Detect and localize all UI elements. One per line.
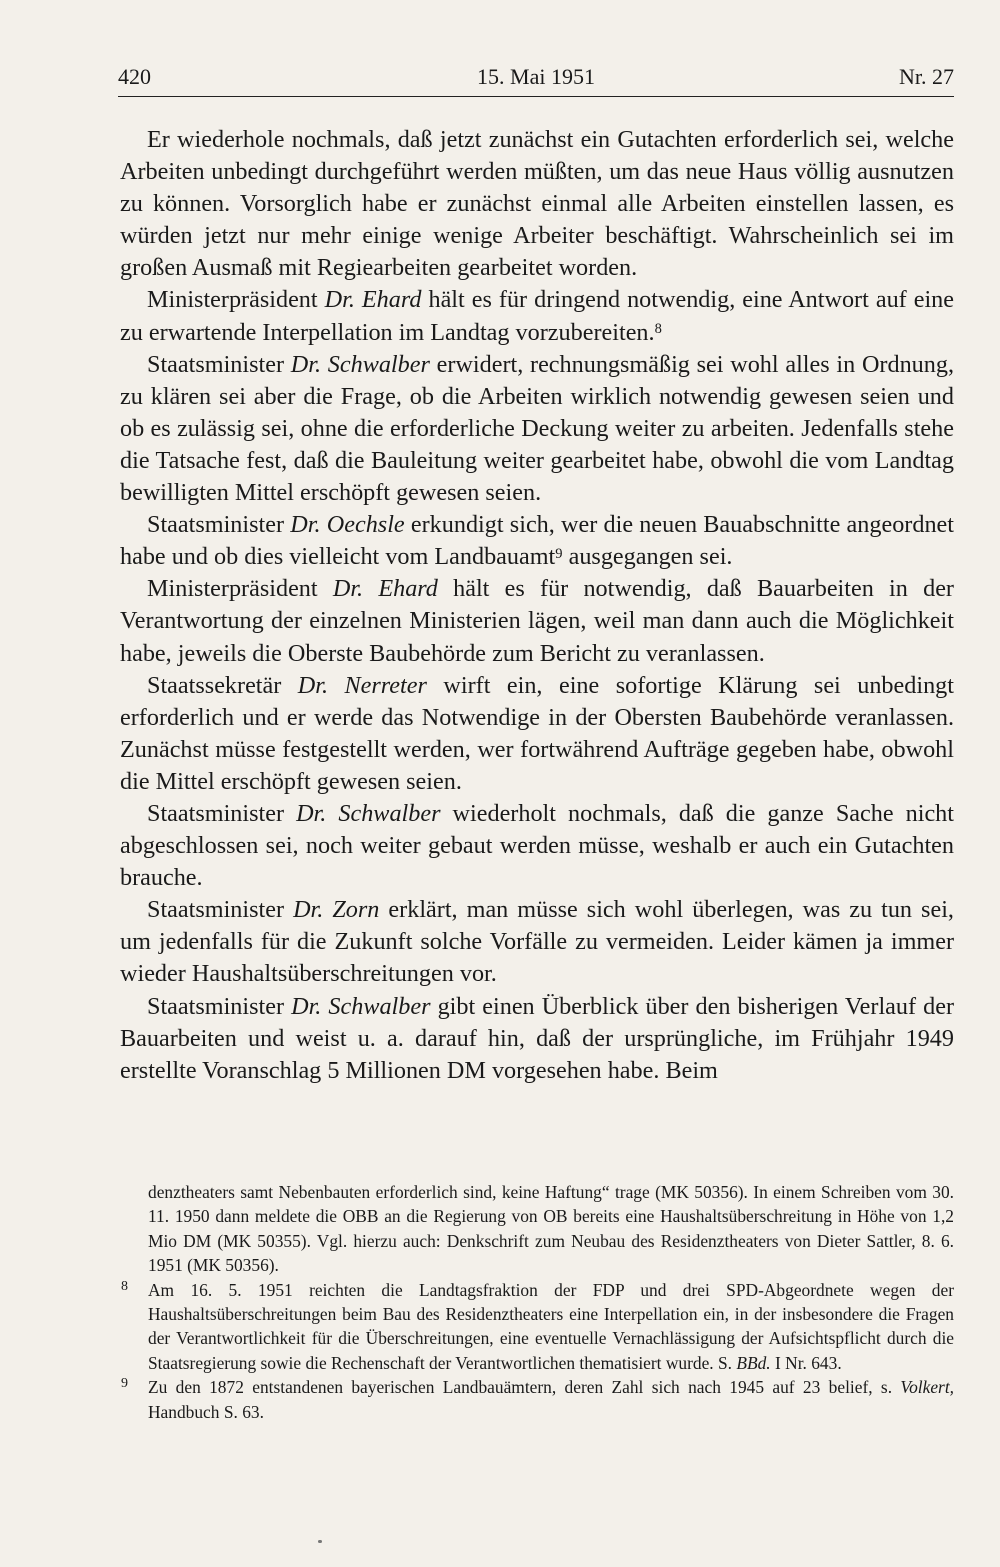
paragraph <box>120 798 954 894</box>
paragraph-text: hält es für dringend notwendig, eine Antwort auf eine zu erwartende Interpellation im Landtag vorzubereiten. <box>120 286 955 346</box>
footnote-text: Am 16. 5. 1951 reichten die Landtagsfraktion der FDP und drei SPD-Abgeordnete wegen der Haushaltsüberschreitungen beim Bau des Residenztheaters eine Interpellation ein, in der insbesondere die Fragen der Verantwortlichkeit für die Überschreitungen, eine eventuelle Vernachlässigung der Aufsichtspflicht durch die Staatsregierung sowie die Rechenschaft der Verantwortlichen thematisiert wurde. S. <box>148 1279 954 1373</box>
footnote-text: I Nr. 643. <box>770 1352 842 1373</box>
header-date: 15. Mai 1951 <box>477 64 595 89</box>
speaker-name: Dr. Ehard <box>332 575 438 603</box>
footnote-8 <box>121 1278 954 1376</box>
footnote-9 <box>121 1375 954 1424</box>
speaker-name: Dr. Schwalber <box>291 992 431 1020</box>
footnotes <box>121 1180 954 1424</box>
speaker-name: Dr. Oechsle <box>290 511 405 539</box>
paragraph <box>120 509 954 573</box>
paragraph <box>120 670 954 798</box>
issue-number: Nr. 27 <box>899 64 954 89</box>
paragraph <box>120 349 954 509</box>
speaker-name: Dr. Nerreter <box>297 671 427 699</box>
body-text <box>120 124 954 1087</box>
paragraph-text: hält es für notwendig, daß Bauarbeiten in der Verantwortung der einzelnen Ministerien lägen, weil man dann auch die Möglichkeit habe, jeweils die Oberste Baubehörde zum Bericht zu veranlassen. <box>120 575 954 667</box>
speaker-name: Dr. Schwalber <box>296 799 441 827</box>
paragraph <box>120 991 954 1087</box>
speaker-role: Staatsminister <box>147 511 291 539</box>
print-speck <box>318 1540 322 1543</box>
footnote-ref[interactable]: 9 <box>555 545 563 562</box>
speaker-role: Staatssekretär <box>147 671 298 699</box>
footnote-number: 9 <box>121 1376 128 1392</box>
paragraph-text: erkundigt sich, wer die neuen Bauabschnitte angeordnet habe und ob dies vielleicht vom Landbauamt <box>120 511 954 571</box>
paragraph-text: erwidert, rechnungsmäßig sei wohl alles in Ordnung, zu klären sei aber die Frage, ob die Arbeiten wirklich notwendig gewesen seien und ob es zulässig sei, ohne die erforderliche Deckung weiter zu arbeiten. Jedenfalls stehe die Tatsache fest, daß die Bauleitung weiter gearbeitet habe, obwohl die vom Landtag bewilligten Mittel erschöpft gewesen seien. <box>120 350 955 507</box>
page-number: 420 <box>118 64 151 89</box>
speaker-role: Ministerpräsident <box>147 286 325 314</box>
speaker-role: Staatsminister <box>147 896 294 924</box>
paragraph <box>120 284 954 348</box>
paragraph-text: erklärt, man müsse sich wohl überlegen, was zu tun sei, um jedenfalls für die Zukunft solche Vorfälle zu vermeiden. Leider kämen ja immer wieder Haushaltsüberschreitungen vor. <box>120 896 954 988</box>
paragraph-text: wirft ein, eine sofortige Klärung sei unbedingt erforderlich und er werde das Notwendige in der Obersten Baubehörde veranlassen. Zunächst müsse festgestellt werden, wer fortwährend Aufträge gegeben habe, obwohl die Mittel erschöpft gewesen seien. <box>120 671 954 795</box>
paragraph-text: Er wiederhole nochmals, daß jetzt zunächst ein Gutachten erforderlich sei, welche Arbeiten unbedingt durchgeführt werden müßten, um das neue Haus völlig ausnutzen zu können. Vorsorglich habe er zunächst einmal alle Arbeiten einstellen lassen, es würden jetzt nur mehr einige wenige Arbeiter beschäftigt. Wahrscheinlich sei im großen Ausmaß mit Regiearbeiten gearbeitet worden. <box>120 126 954 282</box>
footnote-continuation: denztheaters samt Nebenbauten erforderlich sind, keine Haftung“ trage (MK 50356). In einem Schreiben vom 30. 11. 1950 dann meldete die OBB an die Regierung von OB bereits eine Haushaltsüberschreitung in Höhe von 1,2 Mio DM (MK 50355). Vgl. hierzu auch: Denkschrift zum Neubau des Residenztheaters von Dieter Sattler, 8. 6. 1951 (MK 50356). <box>148 1182 954 1276</box>
footnote-text: Handbuch S. 63. <box>148 1401 264 1422</box>
paragraph-text: wiederholt nochmals, daß die ganze Sache nicht abgeschlossen sei, noch weiter gebaut werden müsse, weshalb er auch ein Gutachten brauche. <box>120 799 954 892</box>
footnote-citation: BBd. <box>736 1352 771 1373</box>
paragraph-text: ausgegangen sei. <box>562 543 733 571</box>
paragraph <box>120 894 954 990</box>
speaker-role: Ministerpräsident <box>147 575 333 603</box>
speaker-name: Dr. Ehard <box>324 286 422 314</box>
footnote-number: 8 <box>121 1278 128 1294</box>
speaker-role: Staatsminister <box>147 992 292 1020</box>
paragraph-text: gibt einen Überblick über den bisherigen Verlauf der Bauarbeiten und weist u. a. darauf hin, daß der ursprüngliche, im Frühjahr 1949 erstellte Voranschlag 5 Millionen DM vorgesehen habe. Beim <box>120 992 954 1084</box>
speaker-role: Staatsminister <box>147 350 291 378</box>
footnote-ref[interactable]: 8 <box>654 321 662 338</box>
speaker-name: Dr. Schwalber <box>290 350 430 378</box>
footnote-citation: Volkert, <box>900 1377 954 1398</box>
speaker-name: Dr. Zorn <box>293 896 380 924</box>
speaker-role: Staatsminister <box>147 799 297 827</box>
running-header <box>118 60 954 97</box>
paragraph <box>120 124 954 284</box>
paragraph <box>120 573 954 669</box>
footnote-text: Zu den 1872 entstandenen bayerischen Landbauämtern, deren Zahl sich nach 1945 auf 23 belief, s. <box>148 1377 901 1398</box>
